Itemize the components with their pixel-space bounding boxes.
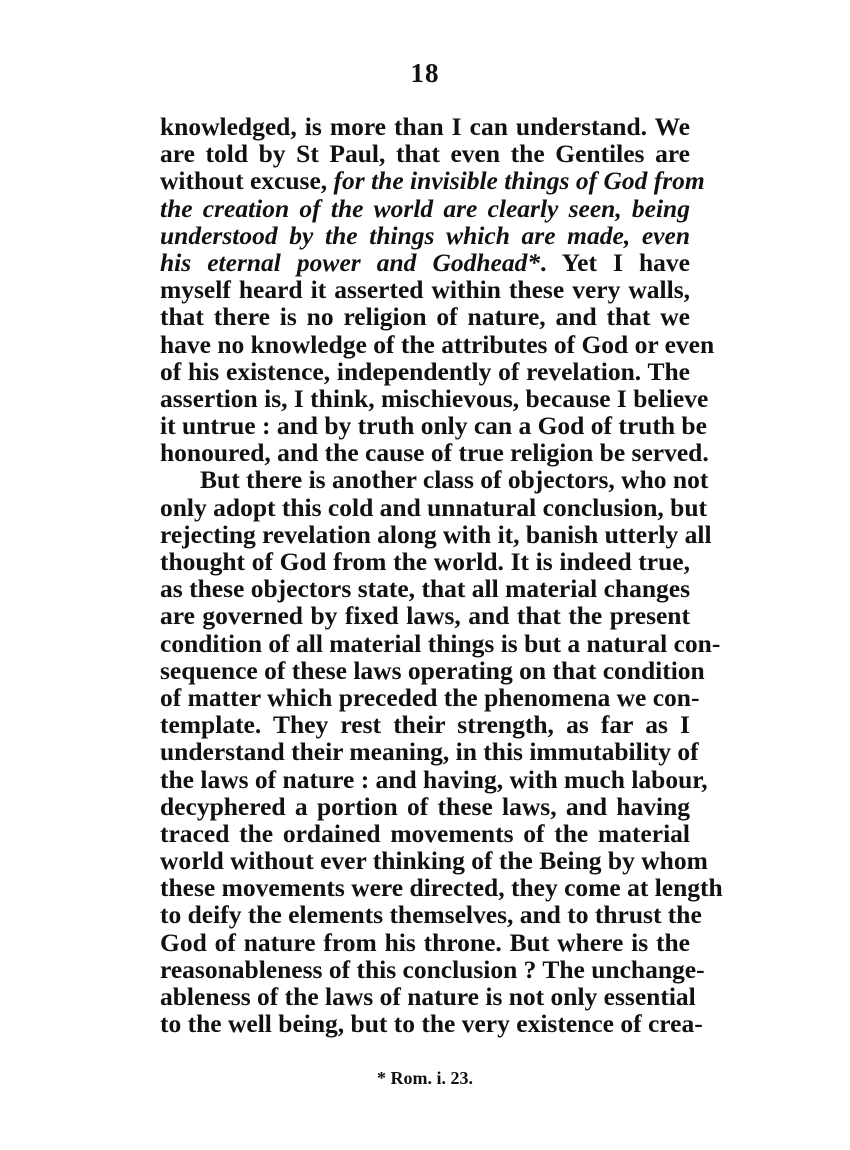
text-line: to deify the elements themselves, and to thrust the <box>160 900 702 930</box>
text-segment: . Yet I have <box>540 247 690 277</box>
text-line <box>160 329 715 359</box>
text-line: to the well being, but to the very existence of crea- <box>160 1009 703 1039</box>
text-segment: have no knowledge of the attributes of God or even <box>160 329 715 359</box>
text-line <box>160 383 709 413</box>
text-segment: knowledged, is more than I can understand. We <box>160 112 690 141</box>
text-line: world without ever thinking of the Being by whom <box>160 846 708 876</box>
paragraph-2 <box>160 465 723 1039</box>
text-segment: honoured, and the cause of true religion be served. <box>160 438 709 468</box>
text-line <box>160 249 690 276</box>
text-line: But there is another class of objectors, who not <box>200 465 709 495</box>
text-segment: understood by the things which are made, even <box>160 220 690 250</box>
text-line <box>160 411 707 441</box>
text-line: these movements were directed, they come at length <box>160 873 723 903</box>
text-line: rejecting revelation along with it, banish utterly all <box>160 519 712 549</box>
text-line <box>160 358 690 385</box>
text-segment: myself heard it asserted within these very walls, <box>160 275 690 305</box>
text-line: are governed by fixed laws, and that the present <box>160 601 690 631</box>
text-segment: without excuse, <box>160 166 334 196</box>
text-line: reasonableness of this conclusion ? The unchange- <box>160 954 705 984</box>
text-line: of matter which preceded the phenomena we con- <box>160 682 700 712</box>
text-line: understand their meaning, in this immutability of <box>160 737 699 767</box>
text-segment: assertion is, I think, mischievous, because I believe <box>160 383 709 413</box>
text-segment: are told by St Paul, that even the Gentiles are <box>160 139 690 169</box>
paragraph-1 <box>160 112 715 468</box>
text-segment: that there is no religion of nature, and that we <box>160 302 690 332</box>
text-line <box>160 166 705 196</box>
text-segment: it untrue : and by truth only can a God of truth be <box>160 411 707 441</box>
text-segment: for the invisible things of God from <box>333 166 705 196</box>
text-line <box>160 195 690 222</box>
text-line: as these objectors state, that all material changes <box>160 574 690 604</box>
text-line <box>160 438 709 468</box>
text-line <box>160 222 690 249</box>
text-line: thought of God from the world. It is indeed true, <box>160 547 690 576</box>
text-line: God of nature from his throne. But where is the <box>160 927 690 957</box>
text-segment: the creation of the world are clearly seen, being <box>160 193 690 223</box>
text-line: sequence of these laws operating on that condition <box>160 655 705 685</box>
text-line <box>160 303 690 330</box>
text-line: condition of all material things is but a natural con- <box>160 628 721 658</box>
footnote: * Rom. i. 23. <box>377 1068 473 1088</box>
text-line: only adopt this cold and unnatural conclusion, but <box>160 492 708 522</box>
text-line: the laws of nature : and having, with much labour, <box>160 764 708 794</box>
text-line: ableness of the laws of nature is not only essential <box>160 982 696 1011</box>
page-number: 18 <box>410 58 440 88</box>
text-line: traced the ordained movements of the material <box>160 818 690 848</box>
text-line <box>160 113 690 140</box>
text-segment: of his existence, independently of revelation. The <box>160 356 690 386</box>
body-text <box>160 112 723 1039</box>
text-segment: his eternal power and Godhead* <box>160 247 541 277</box>
text-line <box>160 140 690 167</box>
text-line: decyphered a portion of these laws, and having <box>160 791 690 821</box>
text-line <box>160 276 690 303</box>
text-line: template. They rest their strength, as far as I <box>160 710 690 740</box>
